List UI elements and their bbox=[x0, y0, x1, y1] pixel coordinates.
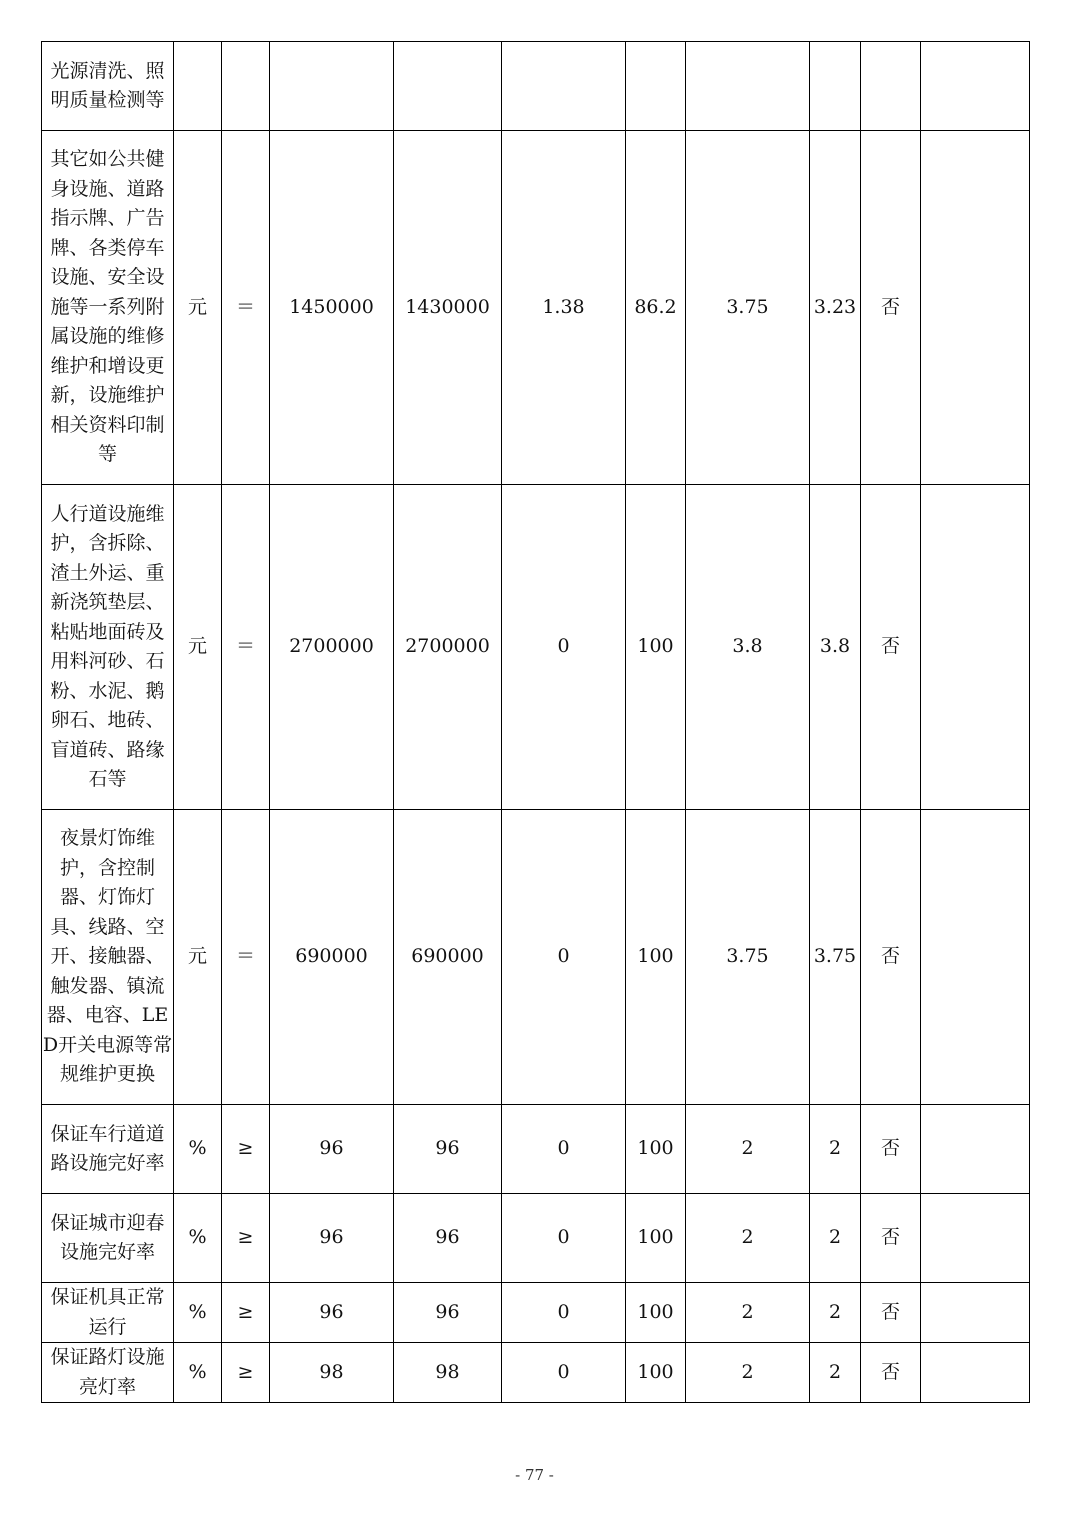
note-cell bbox=[921, 42, 1030, 131]
weight-cell: 2 bbox=[686, 1283, 810, 1343]
deviation-cell: 0 bbox=[502, 1105, 626, 1194]
deviation-cell bbox=[502, 42, 626, 131]
indicator-name: 其它如公共健身设施、道路指示牌、广告牌、各类停车设施、安全设施等一系列附属设施的维修维护和增设更新，设施维护相关资料印制等 bbox=[42, 131, 174, 485]
weight-cell bbox=[686, 42, 810, 131]
flag-cell: 否 bbox=[861, 1283, 921, 1343]
deviation-cell: 0 bbox=[502, 1343, 626, 1403]
completion-cell bbox=[626, 42, 686, 131]
completion-cell: 100 bbox=[626, 485, 686, 810]
flag-cell: 否 bbox=[861, 131, 921, 485]
note-cell bbox=[921, 1283, 1030, 1343]
unit-cell: % bbox=[174, 1105, 222, 1194]
operator-cell: ＝ bbox=[222, 131, 270, 485]
deviation-cell: 0 bbox=[502, 485, 626, 810]
weight-cell: 2 bbox=[686, 1343, 810, 1403]
table-row bbox=[42, 1343, 1030, 1403]
score-cell bbox=[810, 42, 861, 131]
operator-cell: ≥ bbox=[222, 1283, 270, 1343]
unit-cell: % bbox=[174, 1194, 222, 1283]
operator-cell: ≥ bbox=[222, 1343, 270, 1403]
weight-cell: 2 bbox=[686, 1194, 810, 1283]
actual-value-cell bbox=[394, 42, 502, 131]
indicator-name: 夜景灯饰维护，含控制器、灯饰灯具、线路、空开、接触器、触发器、镇流器、电容、LED开关电源等常规维护更换 bbox=[42, 810, 174, 1105]
unit-cell: 元 bbox=[174, 810, 222, 1105]
target-value-cell: 690000 bbox=[270, 810, 394, 1105]
completion-cell: 100 bbox=[626, 1105, 686, 1194]
target-value-cell: 2700000 bbox=[270, 485, 394, 810]
completion-cell: 100 bbox=[626, 1343, 686, 1403]
completion-cell: 100 bbox=[626, 810, 686, 1105]
target-value-cell: 96 bbox=[270, 1194, 394, 1283]
note-cell bbox=[921, 810, 1030, 1105]
indicator-name: 保证车行道道路设施完好率 bbox=[42, 1105, 174, 1194]
table-row bbox=[42, 42, 1030, 131]
table-row bbox=[42, 485, 1030, 810]
note-cell bbox=[921, 131, 1030, 485]
deviation-cell: 0 bbox=[502, 1194, 626, 1283]
unit-cell bbox=[174, 42, 222, 131]
actual-value-cell: 690000 bbox=[394, 810, 502, 1105]
unit-cell: 元 bbox=[174, 485, 222, 810]
actual-value-cell: 2700000 bbox=[394, 485, 502, 810]
flag-cell: 否 bbox=[861, 1343, 921, 1403]
score-cell: 3.23 bbox=[810, 131, 861, 485]
deviation-cell: 0 bbox=[502, 1283, 626, 1343]
page-number: - 77 - bbox=[515, 1466, 554, 1484]
completion-cell: 100 bbox=[626, 1194, 686, 1283]
score-cell: 3.8 bbox=[810, 485, 861, 810]
operator-cell: ＝ bbox=[222, 810, 270, 1105]
table-row bbox=[42, 810, 1030, 1105]
actual-value-cell: 1430000 bbox=[394, 131, 502, 485]
unit-cell: % bbox=[174, 1283, 222, 1343]
table-row bbox=[42, 1283, 1030, 1343]
unit-cell: % bbox=[174, 1343, 222, 1403]
indicator-name: 保证城市迎春设施完好率 bbox=[42, 1194, 174, 1283]
score-cell: 2 bbox=[810, 1343, 861, 1403]
flag-cell: 否 bbox=[861, 1194, 921, 1283]
actual-value-cell: 96 bbox=[394, 1194, 502, 1283]
completion-cell: 86.2 bbox=[626, 131, 686, 485]
weight-cell: 2 bbox=[686, 1105, 810, 1194]
score-cell: 2 bbox=[810, 1194, 861, 1283]
score-cell: 2 bbox=[810, 1283, 861, 1343]
actual-value-cell: 96 bbox=[394, 1283, 502, 1343]
indicator-name: 光源清洗、照明质量检测等 bbox=[42, 42, 174, 131]
operator-cell bbox=[222, 42, 270, 131]
table-row bbox=[42, 1194, 1030, 1283]
operator-cell: ≥ bbox=[222, 1194, 270, 1283]
actual-value-cell: 96 bbox=[394, 1105, 502, 1194]
operator-cell: ≥ bbox=[222, 1105, 270, 1194]
flag-cell bbox=[861, 42, 921, 131]
table-row bbox=[42, 1105, 1030, 1194]
note-cell bbox=[921, 1105, 1030, 1194]
note-cell bbox=[921, 485, 1030, 810]
indicator-name: 人行道设施维护，含拆除、渣土外运、重新浇筑垫层、粘贴地面砖及用料河砂、石粉、水泥、鹅卵石、地砖、盲道砖、路缘石等 bbox=[42, 485, 174, 810]
actual-value-cell: 98 bbox=[394, 1343, 502, 1403]
target-value-cell: 96 bbox=[270, 1283, 394, 1343]
score-cell: 3.75 bbox=[810, 810, 861, 1105]
operator-cell: ＝ bbox=[222, 485, 270, 810]
indicator-name: 保证路灯设施亮灯率 bbox=[42, 1343, 174, 1403]
flag-cell: 否 bbox=[861, 485, 921, 810]
completion-cell: 100 bbox=[626, 1283, 686, 1343]
target-value-cell: 1450000 bbox=[270, 131, 394, 485]
deviation-cell: 1.38 bbox=[502, 131, 626, 485]
indicator-table bbox=[41, 41, 1030, 1403]
note-cell bbox=[921, 1194, 1030, 1283]
weight-cell: 3.75 bbox=[686, 131, 810, 485]
unit-cell: 元 bbox=[174, 131, 222, 485]
flag-cell: 否 bbox=[861, 810, 921, 1105]
weight-cell: 3.75 bbox=[686, 810, 810, 1105]
target-value-cell: 96 bbox=[270, 1105, 394, 1194]
flag-cell: 否 bbox=[861, 1105, 921, 1194]
target-value-cell bbox=[270, 42, 394, 131]
score-cell: 2 bbox=[810, 1105, 861, 1194]
deviation-cell: 0 bbox=[502, 810, 626, 1105]
note-cell bbox=[921, 1343, 1030, 1403]
weight-cell: 3.8 bbox=[686, 485, 810, 810]
indicator-name: 保证机具正常运行 bbox=[42, 1283, 174, 1343]
target-value-cell: 98 bbox=[270, 1343, 394, 1403]
table-row bbox=[42, 131, 1030, 485]
